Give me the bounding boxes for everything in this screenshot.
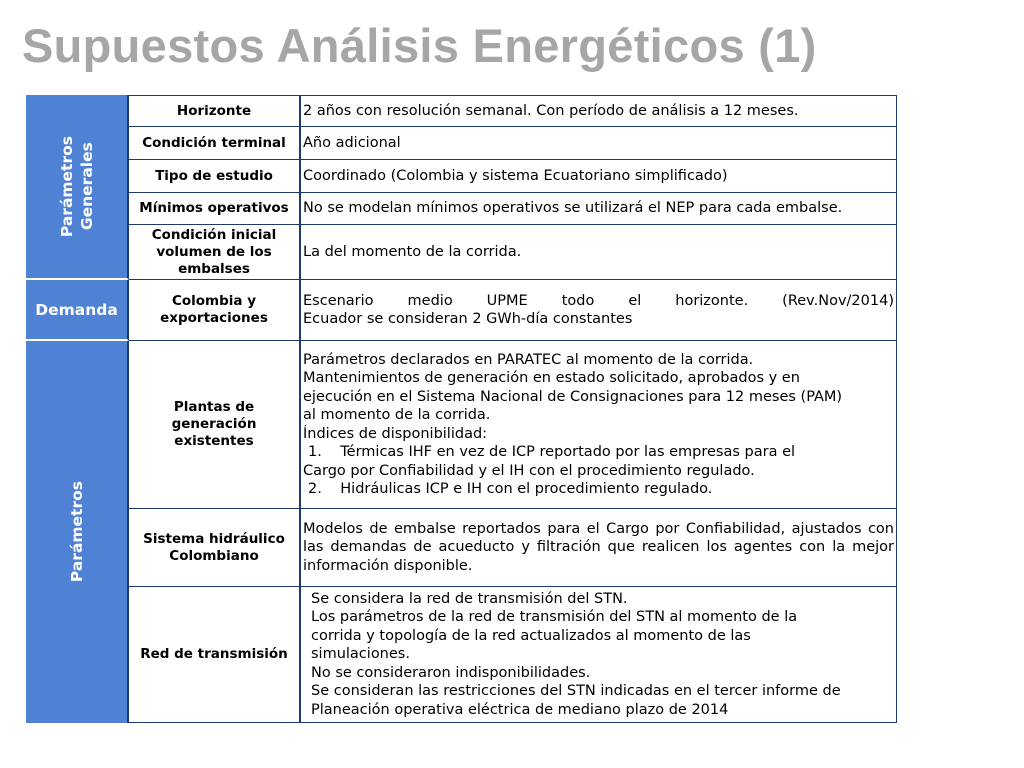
row-label-plantas-generacion: Plantas de generación existentes (129, 341, 300, 509)
row-label-horizonte: Horizonte (129, 95, 300, 127)
row-label-red-transmision: Red de transmisión (129, 587, 300, 723)
section-parametros-generales-label: Parámetros Generales (57, 135, 96, 238)
section-parametros-label: Parámetros (67, 481, 86, 583)
assumptions-table (26, 95, 897, 724)
row-value-condicion-terminal: Año adicional (300, 127, 897, 160)
section-parametros (26, 341, 129, 723)
row-label-sistema-hidraulico: Sistema hidráulico Colombiano (129, 509, 300, 587)
row-value-colombia-exportaciones: Escenario medio UPME todo el horizonte. (Rev.Nov/2014) Ecuador se consideran 2 GWh-día constantes (300, 280, 897, 341)
section-demanda (26, 280, 129, 341)
row-label-condicion-terminal: Condición terminal (129, 127, 300, 160)
row-value-sistema-hidraulico: Modelos de embalse reportados para el Cargo por Confiabilidad, ajustados con las demandas de acueducto y filtración que realicen los agentes con la mejor información disponible. (300, 509, 897, 587)
page-title: Supuestos Análisis Energéticos (1) (22, 19, 817, 72)
row-value-plantas-generacion: Parámetros declarados en PARATEC al momento de la corrida. Mantenimientos de generación en estado solicitado, aprobados y en ejecución en el Sistema Nacional de Consignaciones para 12 meses (PAM) al momento de la corrida. Índices de disponibilidad: 1. Térmicas IHF en vez de ICP reportado por las empresas para el Cargo por Confiabilidad y el IH con el procedimiento regulado. 2. Hidráulicas ICP e IH con el procedimiento regulado. (300, 341, 897, 509)
row-value-tipo-de-estudio: Coordinado (Colombia y sistema Ecuatoriano simplificado) (300, 160, 897, 193)
row-value-minimos-operativos: No se modelan mínimos operativos se utilizará el NEP para cada embalse. (300, 193, 897, 225)
row-value-condicion-inicial: La del momento de la corrida. (300, 225, 897, 280)
row-label-colombia-exportaciones: Colombia y exportaciones (129, 280, 300, 341)
section-parametros-generales (26, 95, 129, 280)
row-label-condicion-inicial: Condición inicial volumen de los embalses (129, 225, 300, 280)
row-label-tipo-de-estudio: Tipo de estudio (129, 160, 300, 193)
row-value-red-transmision: Se considera la red de transmisión del STN. Los parámetros de la red de transmisión del STN al momento de la corrida y topología de la red actualizados al momento de las simulaciones. No se consideraron indisponibilidades. Se consideran las restricciones del STN indicadas en el tercer informe de Planeación operativa eléctrica de mediano plazo de 2014 (300, 587, 897, 723)
row-label-minimos-operativos: Mínimos operativos (129, 193, 300, 225)
section-demanda-label: Demanda (35, 300, 118, 319)
row-value-horizonte: 2 años con resolución semanal. Con período de análisis a 12 meses. (300, 95, 897, 127)
